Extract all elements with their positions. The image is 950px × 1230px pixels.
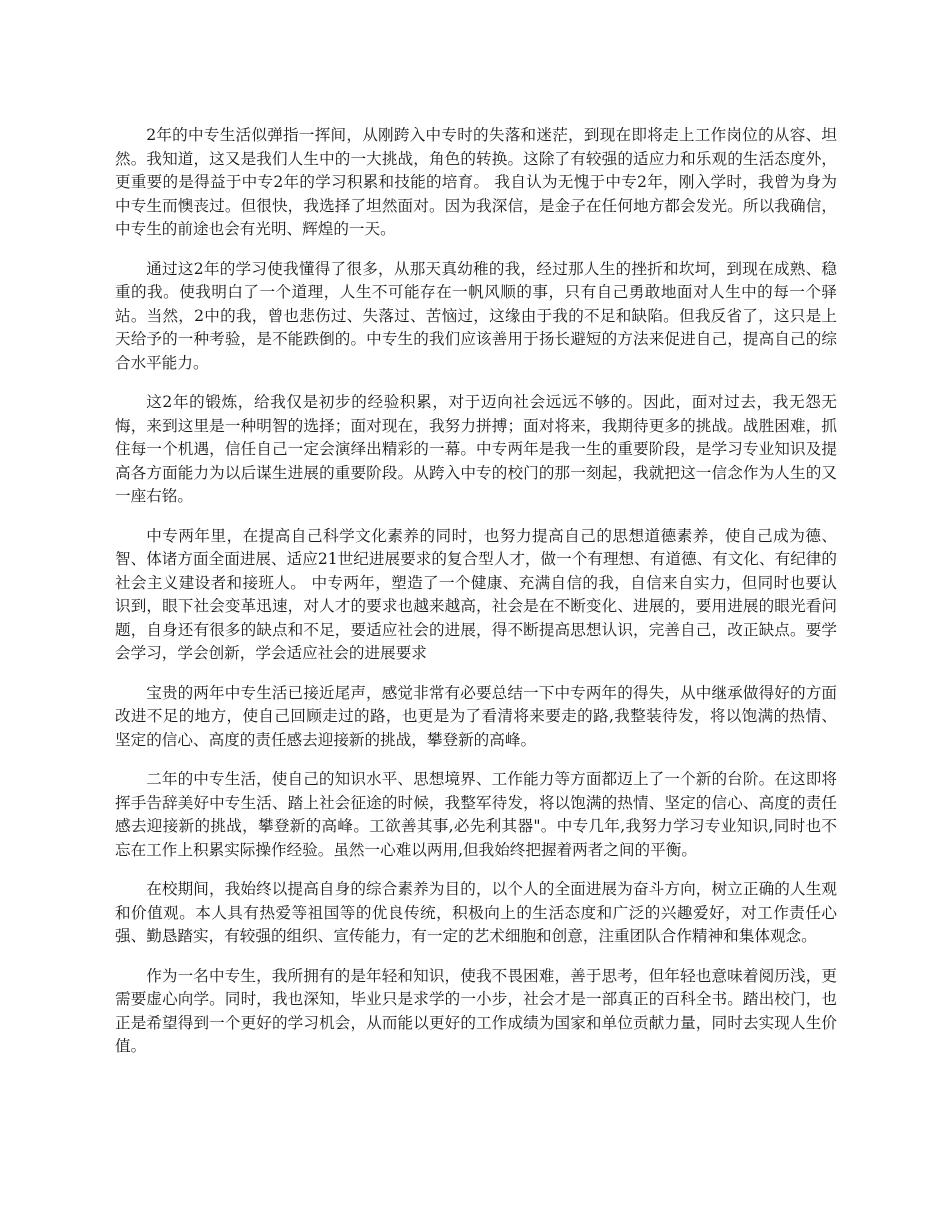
paragraph-3: 这2年的锻炼，给我仅是初步的经验积累，对于迈向社会远远不够的。因此，面对过去，我无怨无悔，来到这里是一种明智的选择；面对现在，我努力拼搏；面对将来，我期待更多的挑战。战胜困难，抓住每一个机遇，信任自己一定会演绎出精彩的一幕。中专两年是我一生的重要阶段，是学习专业知识及提高各方面能力为以后谋生进展的重要阶段。从跨入中专的校门的那一刻起，我就把这一信念作为人生的又一座右铭。 xyxy=(115,393,837,505)
document-body xyxy=(115,124,837,1075)
paragraph-1: 2年的中专生活似弹指一挥间，从刚跨入中专时的失落和迷茫，到现在即将走上工作岗位的从容、坦然。我知道，这又是我们人生中的一大挑战，角色的转换。这除了有较强的适应力和乐观的生活态度外，更重要的是得益于中专2年的学习积累和技能的培育。 我自认为无愧于中专2年，刚入学时，我曾为身为中专生而懊丧过。但很快，我选择了坦然面对。因为我深信，是金子在任何地方都会发光。所以我确信，中专生的前途也会有光明、辉煌的一天。 xyxy=(115,126,837,238)
paragraph-7: 在校期间，我始终以提高自身的综合素养为目的，以个人的全面进展为奋斗方向，树立正确的人生观和价值观。本人具有热爱等祖国等的优良传统，积极向上的生活态度和广泛的兴趣爱好，对工作责任心强、勤恳踏实，有较强的组织、宣传能力，有一定的艺术细胞和创意，注重团队合作精神和集体观念。 xyxy=(115,880,837,945)
paragraph-2: 通过这2年的学习使我懂得了很多，从那天真幼稚的我，经过那人生的挫折和坎坷，到现在成熟、稳重的我。使我明白了一个道理，人生不可能存在一帆风顺的事，只有自己勇敢地面对人生中的每一个驿站。当然，2中的我，曾也悲伤过、失落过、苦恼过，这缘由于我的不足和缺陷。但我反省了，这只是上天给予的一种考验，是不能跌倒的。中专生的我们应该善用于扬长避短的方法来促进自己，提高自己的综合水平能力。 xyxy=(115,259,837,372)
paragraph-4: 中专两年里，在提高自己科学文化素养的同时，也努力提高自己的思想道德素养，使自己成为德、智、体诸方面全面进展、适应21世纪进展要求的复合型人才，做一个有理想、有道德、有文化、有纪律的社会主义建设者和接班人。 中专两年，塑造了一个健康、充满自信的我，自信来自实力，但同时也要认识到，眼下社会变革迅速，对人才的要求也越来越高，社会是在不断变化、进展的，要用进展的眼光看问题，自身还有很多的缺点和不足，要适应社会的进展，得不断提高思想认识，完善自己，改正缺点。要学会学习，学会创新，学会适应社会的进展要求 xyxy=(115,526,837,662)
paragraph-6: 二年的中专生活，使自己的知识水平、思想境界、工作能力等方面都迈上了一个新的台阶。在这即将挥手告辞美好中专生活、踏上社会征途的时候，我整军待发，将以饱满的热情、坚定的信心、高度的责任感去迎接新的挑战，攀登新的高峰。工欲善其事,必先利其器"。中专几年,我努力学习专业知识,同时也不忘在工作上积累实际操作经验。虽然一心难以两用,但我始终把握着两者之间的平衡。 xyxy=(115,770,837,859)
paragraph-5: 宝贵的两年中专生活已接近尾声，感觉非常有必要总结一下中专两年的得失，从中继承做得好的方面改进不足的地方，使自己回顾走过的路，也更是为了看清将来要走的路,我整装待发，将以饱满的热情、坚定的信心、高度的责任感去迎接新的挑战，攀登新的高峰。 xyxy=(115,683,837,749)
paragraph-8: 作为一名中专生，我所拥有的是年轻和知识，使我不畏困难，善于思考，但年轻也意味着阅历浅，更需要虚心向学。同时，我也深知，毕业只是求学的一小步，社会才是一部真正的百科全书。踏出校门，也正是希望得到一个更好的学习机会，从而能以更好的工作成绩为国家和单位贡献力量，同时去实现人生价值。 xyxy=(115,966,837,1055)
